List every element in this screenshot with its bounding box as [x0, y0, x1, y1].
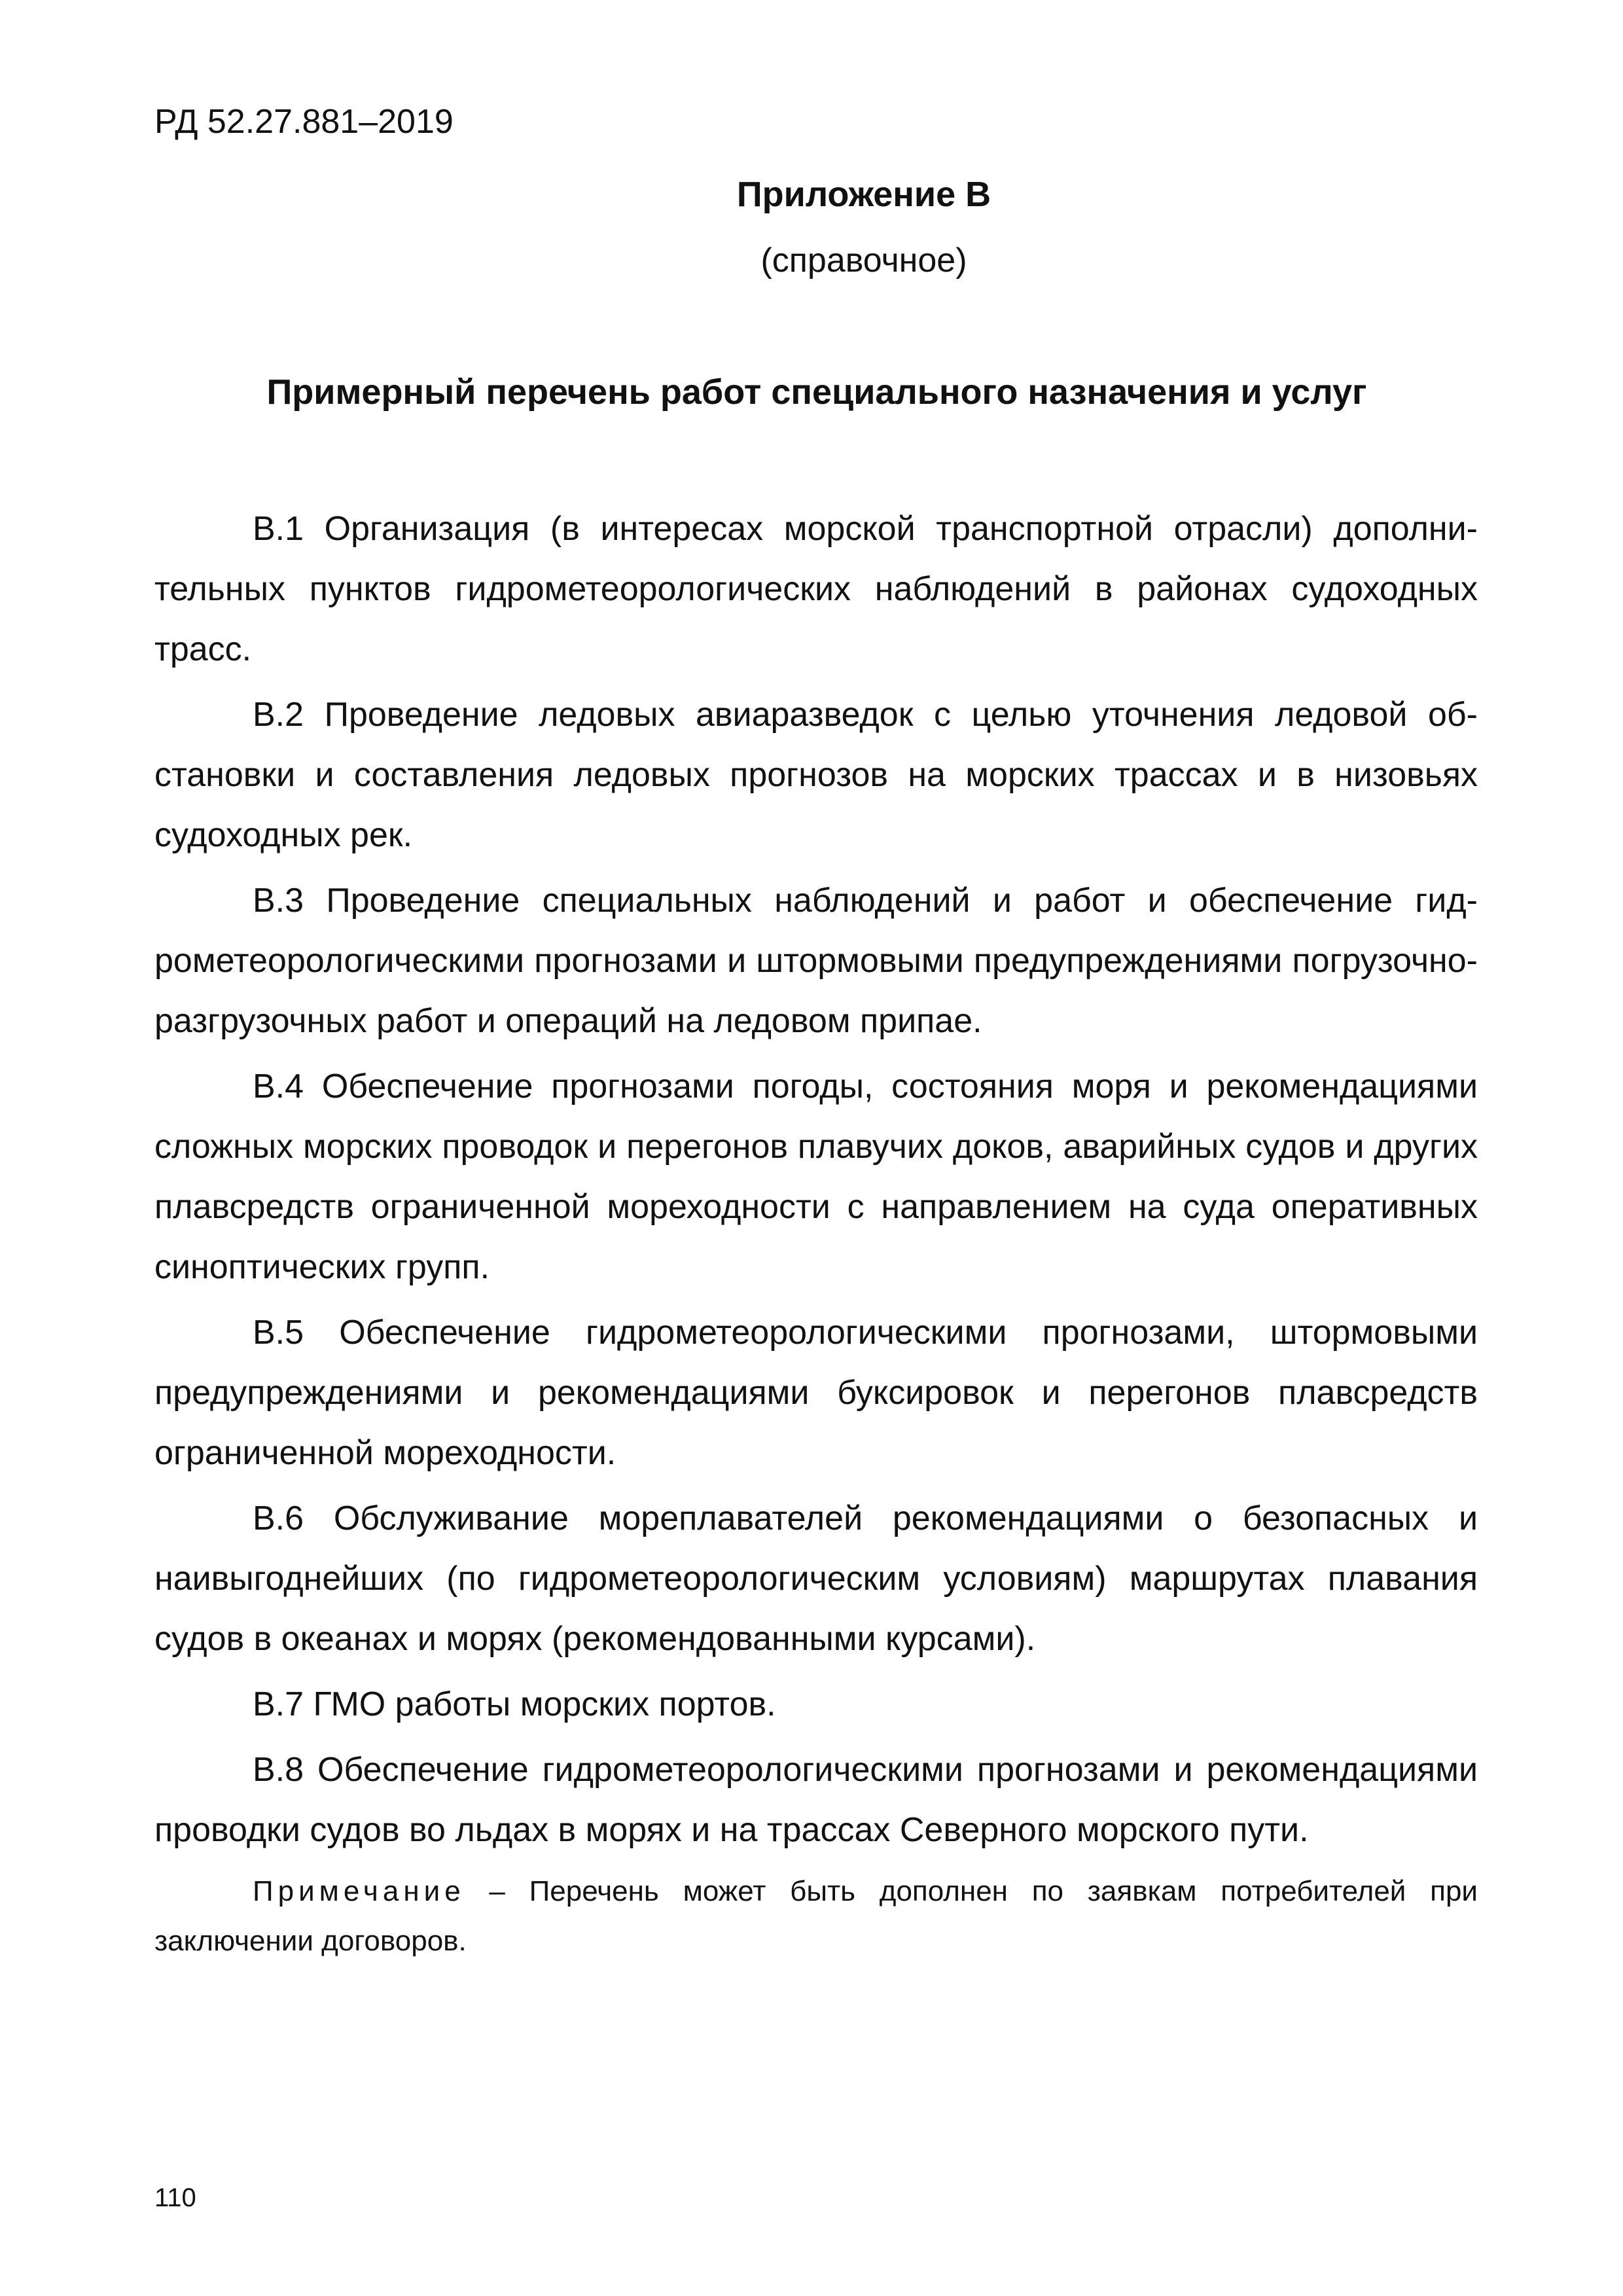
note-text: – Перечень может быть дополнен по заявкам потребителей при заключении договоров.: [154, 1875, 1478, 1957]
document-body: [154, 499, 1478, 1966]
list-item-b2: В.2 Проведение ледовых авиаразведок с целью уточнения ледовой обстановки и составления ледовых прогнозов на морских трассах и в низовьях судоходных рек.: [154, 696, 1478, 854]
document-code: РД 52.27.881–2019: [154, 103, 454, 141]
appendix-type: (справочное): [760, 242, 967, 279]
list-item-b6: В.6 Обслуживание мореплавателей рекомендациями о безопасных и наивыгоднейших (по гидрометеорологическим условиям) маршрутах плавания судов в океанах и морях (рекомендованными курсами).: [154, 1499, 1478, 1658]
list-item-b3: В.3 Проведение специальных наблюдений и работ и обеспечение гидрометеорологическими прогнозами и штормовыми предупреждениями погрузочно-разгрузочных работ и операций на ледовом припае.: [154, 882, 1478, 1040]
list-item-b5: В.5 Обеспечение гидрометеорологическими прогнозами, штормовыми предупреждениями и рекомендациями буксировок и перегонов плавсредств ограниченной мореходности.: [154, 1314, 1478, 1472]
list-item-b1: В.1 Организация (в интересах морской транспортной отрасли) дополнительных пунктов гидрометеорологических наблюдений в районах судоходных трасс.: [154, 510, 1478, 668]
page-number: 110: [154, 2183, 196, 2212]
note-label: Примечание: [253, 1875, 465, 1907]
list-item-b7: В.7 ГМО работы морских портов.: [253, 1685, 776, 1723]
list-item-b4: В.4 Обеспечение прогнозами погоды, состояния моря и рекомендациями сложных морских проводок и перегонов плавучих доков, аварийных судов и других плавсредств ограниченной мореходности с направлением на суда оперативных синоптических групп.: [154, 1067, 1478, 1286]
appendix-title: Приложение В: [736, 175, 991, 214]
list-item-b8: В.8 Обеспечение гидрометеорологическими прогнозами и рекомендациями проводки судов во льдах в морях и на трассах Северного морского пути.: [154, 1751, 1478, 1849]
note: [154, 1867, 1478, 1966]
section-heading: Примерный перечень работ специального назначения и услуг: [266, 372, 1367, 412]
